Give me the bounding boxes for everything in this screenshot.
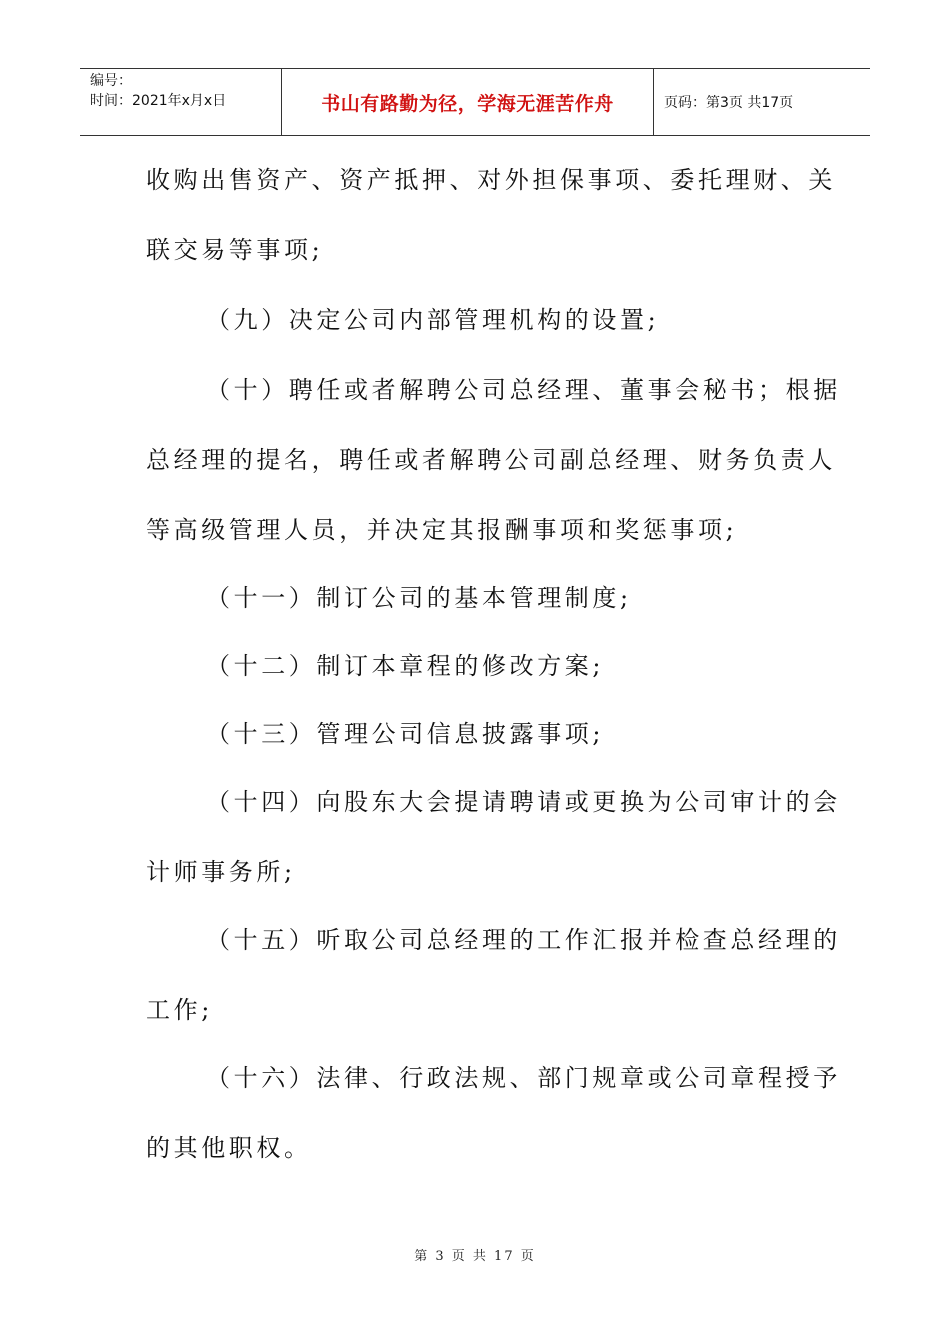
header-motto: 书山有路勤为径，学海无涯苦作舟: [321, 92, 614, 115]
header-motto-cell: [282, 69, 654, 135]
body-line: （十六）法律、行政法规、部门规章或公司章程授予: [206, 1064, 841, 1092]
header-meta: [80, 69, 282, 135]
body-line: 等高级管理人员，并决定其报酬事项和奖惩事项;: [146, 516, 738, 544]
header-time-label: 时间：2021年x月x日: [90, 93, 227, 109]
body-line: （十五）听取公司总经理的工作汇报并检查总经理的: [206, 926, 841, 954]
body-line: （十二）制订本章程的修改方案;: [206, 652, 605, 680]
body-line: 总经理的提名，聘任或者解聘公司副总经理、财务负责人: [146, 446, 836, 474]
body-line: （十）聘任或者解聘公司总经理、董事会秘书；根据: [206, 376, 841, 404]
body-line: 联交易等事项;: [146, 236, 324, 264]
body-line: 的其他职权。: [146, 1134, 312, 1162]
body-line: 计师事务所;: [146, 858, 296, 886]
body-line: （九）决定公司内部管理机构的设置;: [206, 306, 660, 334]
body-line: （十一）制订公司的基本管理制度;: [206, 584, 632, 612]
header-page-info-cell: [654, 69, 870, 135]
header-number-label: 编号：: [90, 73, 132, 89]
page-header: [80, 68, 870, 136]
body-line: 收购出售资产、资产抵押、对外担保事项、委托理财、关: [146, 166, 836, 194]
body-line: （十四）向股东大会提请聘请或更换为公司审计的会: [206, 788, 841, 816]
page-footer: 第 3 页 共 17 页: [414, 1249, 536, 1264]
body-line: 工作;: [146, 996, 213, 1024]
body-line: （十三）管理公司信息披露事项;: [206, 720, 605, 748]
header-page-info: 页码：第3页 共17页: [664, 95, 794, 111]
